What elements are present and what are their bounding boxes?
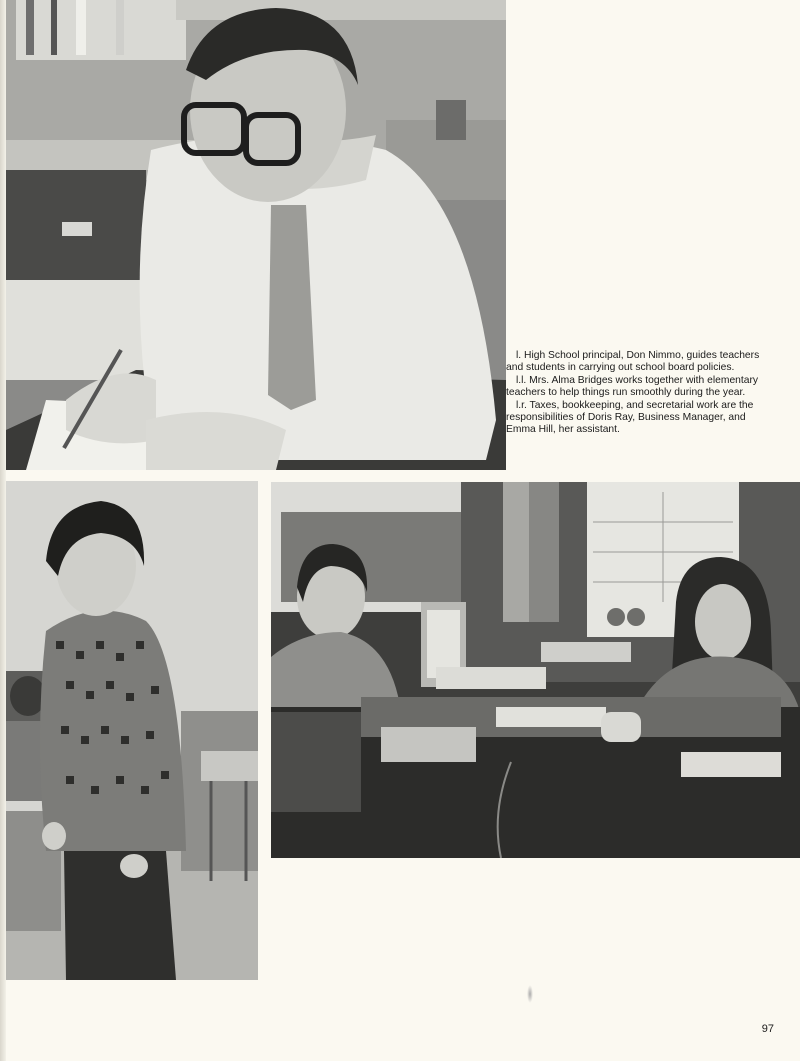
photo-teacher-standing <box>6 481 258 980</box>
caption-bridges: l.l. Mrs. Alma Bridges works together with elementary teachers to help things run smoothly during the year. <box>506 374 759 399</box>
caption-office-staff: l.r. Taxes, bookkeeping, and secretarial work are the responsibilities of Doris Ray, Business Manager, and Emma Hill, her assistant. <box>506 399 754 436</box>
print-speck <box>527 985 533 1003</box>
caption-principal: l. High School principal, Don Nimmo, guides teachers and students in carrying out school board policies. <box>506 350 760 374</box>
photo-principal-at-desk <box>6 0 506 470</box>
photo-captions <box>506 350 778 437</box>
page-number: 97 <box>761 1023 774 1035</box>
photo-office-staff <box>271 482 800 858</box>
